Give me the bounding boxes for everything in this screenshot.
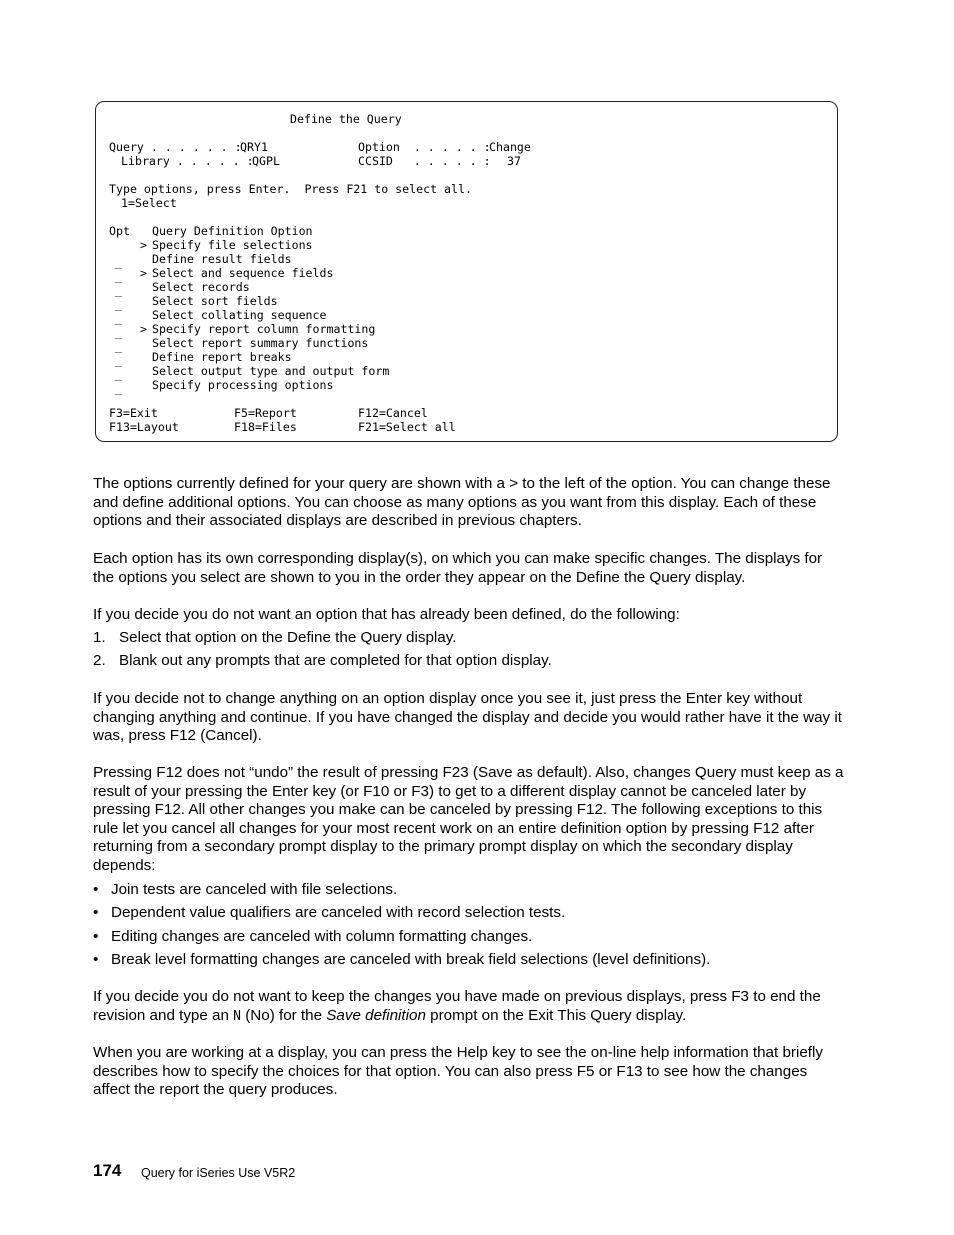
query-option-label: Specify report column formatting — [152, 322, 376, 336]
ccsid-label: CCSID . . . . . : — [358, 154, 491, 168]
bullet-icon: • — [93, 904, 99, 921]
paragraph-remove-option: If you decide you do not want an option that has already been defined, do the following: — [93, 606, 680, 623]
option-input-field[interactable]: _ — [115, 367, 122, 381]
defined-indicator — [140, 308, 147, 322]
option-input-field[interactable]: _ — [115, 255, 122, 269]
select-legend: 1=Select — [121, 196, 177, 210]
query-option-label: Select output type and output form — [152, 364, 390, 378]
paragraph-option-displays: Each option has its own corresponding display(s), on which you can make specific changes. The displays for the options you select are shown to you in the order they appear on the Define the Query display. — [93, 550, 823, 586]
query-option-label: Define report breaks — [152, 350, 292, 364]
function-key[interactable]: F5=Report — [234, 406, 297, 420]
query-option-label: Specify file selections — [152, 238, 313, 252]
bullet-icon: • — [93, 881, 99, 898]
end-revision-text-a: If you decide you do not want to keep the changes you have made on previous displays, press F3 to end the revision and type an — [93, 988, 821, 1024]
step-number: 1. — [93, 629, 106, 646]
function-key[interactable]: F13=Layout — [109, 420, 179, 434]
defined-indicator — [140, 336, 147, 350]
bullet-text: Editing changes are canceled with column formatting changes. — [111, 928, 533, 945]
query-option-label: Select collating sequence — [152, 308, 327, 322]
defined-indicator — [140, 252, 147, 266]
query-option-label: Specify processing options — [152, 378, 334, 392]
screen-title: Define the Query — [290, 112, 402, 126]
step-number: 2. — [93, 652, 106, 669]
defined-indicator — [140, 294, 147, 308]
option-input-field[interactable]: _ — [115, 311, 122, 325]
end-revision-text-c: prompt on the Exit This Query display. — [430, 1006, 687, 1024]
bullet-text: Join tests are canceled with file selections. — [111, 881, 398, 898]
bullet-icon: • — [93, 951, 99, 968]
paragraph-end-revision — [93, 988, 845, 1026]
no-key-code: N — [233, 1008, 241, 1024]
paragraph-help-key: When you are working at a display, you can press the Help key to see the on-line help information that briefly describes how to specify the choices for that option. You can also press F5 or F13 to see how the changes affect the report the query produces. — [93, 1044, 823, 1099]
col-header-option: Query Definition Option — [152, 224, 313, 238]
query-option-label: Select records — [152, 280, 250, 294]
defined-indicator: > — [140, 322, 147, 336]
option-input-field[interactable] — [115, 241, 122, 255]
defined-indicator — [140, 378, 147, 392]
option-value: Change — [489, 140, 531, 154]
option-input-field[interactable]: _ — [115, 325, 122, 339]
defined-indicator: > — [140, 266, 147, 280]
paragraph-f12-behavior: Pressing F12 does not “undo” the result of pressing F23 (Save as default). Also, changes Query must keep as a result of your pressing the Enter key (or F10 or F3) to get to a different display cannot be canceled later by pressing F12. All other changes you make can be canceled by pressing F12. The following exceptions to this rule let you cancel all changes for your most recent work on an entire definition option by pressing F12 after returning from a secondary prompt display to the primary prompt display on which the secondary display depends: — [93, 764, 844, 874]
end-revision-text-b: (No) for the — [245, 1006, 323, 1024]
step-text: Blank out any prompts that are completed for that option display. — [119, 652, 552, 669]
option-input-field[interactable]: _ — [115, 269, 122, 283]
library-label: Library . . . . . : — [121, 154, 254, 168]
library-value: QGPL — [252, 154, 280, 168]
defined-indicator — [140, 350, 147, 364]
paragraph-no-change: If you decide not to change anything on an option display once you see it, just press the Enter key without changing anything and continue. If you have changed the display and decide you would rather have it the way it was, press F12 (Cancel). — [93, 690, 842, 745]
function-key[interactable]: F21=Select all — [358, 420, 456, 434]
option-input-field[interactable]: _ — [115, 339, 122, 353]
query-option-label: Select report summary functions — [152, 336, 369, 350]
paragraph-options-defined: The options currently defined for your query are shown with a > to the left of the option. You can change these and define additional options. You can choose as many options as you want from this display. Each of these options and their associated displays are described in previous chapters. — [93, 475, 831, 530]
query-label: Query . . . . . . : — [109, 140, 242, 154]
bullet-text: Dependent value qualifiers are canceled with record selection tests. — [111, 904, 566, 921]
option-input-field[interactable]: _ — [115, 297, 122, 311]
screen-instructions: Type options, press Enter. Press F21 to select all. — [109, 182, 472, 196]
function-key[interactable]: F18=Files — [234, 420, 297, 434]
option-input-field[interactable]: _ — [115, 381, 122, 395]
defined-indicator: > — [140, 238, 147, 252]
bullet-text: Break level formatting changes are canceled with break field selections (level definitions). — [111, 951, 711, 968]
query-option-label: Select and sequence fields — [152, 266, 334, 280]
option-label: Option . . . . . : — [358, 140, 491, 154]
book-title: Query for iSeries Use V5R2 — [141, 1166, 296, 1180]
defined-indicator — [140, 364, 147, 378]
ccsid-value: 37 — [507, 154, 521, 168]
bullet-icon: • — [93, 928, 99, 945]
step-text: Select that option on the Define the Query display. — [119, 629, 457, 646]
query-option-label: Define result fields — [152, 252, 292, 266]
col-header-opt: Opt — [109, 224, 130, 238]
option-input-field[interactable]: _ — [115, 353, 122, 367]
query-option-label: Select sort fields — [152, 294, 278, 308]
function-key[interactable]: F12=Cancel — [358, 406, 428, 420]
page-number: 174 — [93, 1161, 122, 1180]
save-definition-term: Save definition — [326, 1006, 426, 1024]
defined-indicator — [140, 280, 147, 294]
query-value: QRY1 — [240, 140, 268, 154]
option-input-field[interactable]: _ — [115, 283, 122, 297]
function-key[interactable]: F3=Exit — [109, 406, 158, 420]
